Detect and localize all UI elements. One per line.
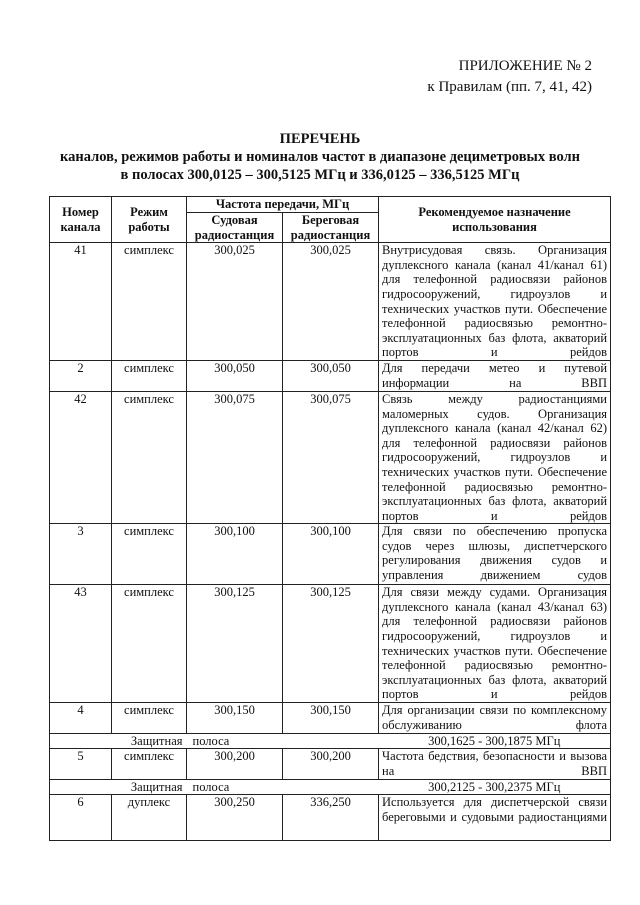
mode: симплекс <box>112 585 187 703</box>
table-row <box>50 243 611 361</box>
appendix-reference <box>427 56 592 98</box>
document-heading <box>0 130 640 184</box>
ship-frequency: 300,025 <box>187 243 283 361</box>
channel-number: 2 <box>50 360 112 391</box>
purpose: Связь между радиостанциями маломерных судов. Организация дуплексного канала (канал 42/канал 62) для телефонной радиосвязи районов гидросооружений, гидроузлов и технических участков пути. Обеспечение телефонной радиосвязью ремонтно-эксплуатационных баз флота, акваторий портов и рейдов <box>379 391 611 523</box>
purpose: Для организации связи по комплексному обслуживанию флота <box>379 703 611 734</box>
table-row <box>50 524 611 585</box>
header-purpose: Рекомендуемое назначение использования <box>379 197 611 243</box>
channel-number: 41 <box>50 243 112 361</box>
guard-band-range: 300,1625 - 300,1875 МГц <box>379 734 611 749</box>
channel-number: 6 <box>50 795 112 841</box>
mode: симплекс <box>112 243 187 361</box>
ship-frequency: 300,075 <box>187 391 283 523</box>
mode: симплекс <box>112 703 187 734</box>
channel-number: 42 <box>50 391 112 523</box>
table-row <box>50 585 611 703</box>
mode: симплекс <box>112 391 187 523</box>
shore-frequency: 300,050 <box>283 360 379 391</box>
header-frequency: Частота передачи, МГц <box>187 197 379 213</box>
channel-table <box>49 196 611 841</box>
shore-frequency: 300,100 <box>283 524 379 585</box>
mode: симплекс <box>112 360 187 391</box>
ship-frequency: 300,250 <box>187 795 283 841</box>
purpose: Для передачи метео и путевой информации на ВВП <box>379 360 611 391</box>
guard-band-label: Защитная <box>50 734 187 749</box>
ship-frequency: 300,050 <box>187 360 283 391</box>
purpose: Используется для диспетчерской связи береговыми и судовыми радиостанциями <box>379 795 611 841</box>
ship-frequency: 300,100 <box>187 524 283 585</box>
channel-number: 3 <box>50 524 112 585</box>
shore-frequency: 300,025 <box>283 243 379 361</box>
guard-band-label: Защитная <box>50 780 187 795</box>
purpose: Для связи между судами. Организация дуплексного канала (канал 43/канал 63) для телефонной радиосвязи районов гидросооружений, гидроузлов и технических участков пути. Обеспечение телефонной радиосвязью ремонтно-эксплуатационных баз флота, акваторий портов и рейдов <box>379 585 611 703</box>
mode: дуплекс <box>112 795 187 841</box>
mode: симплекс <box>112 524 187 585</box>
purpose: Частота бедствия, безопасности и вызова на ВВП <box>379 749 611 780</box>
heading-subtitle: каналов, режимов работы и номиналов частот в диапазоне дециметровых волн <box>59 149 581 165</box>
appendix-rules-ref: к Правилам (пп. 7, 41, 42) <box>427 79 592 95</box>
heading-bands: в полосах 300,0125 – 300,5125 МГц и 336,0125 – 336,5125 МГц <box>120 167 520 183</box>
ship-frequency: 300,200 <box>187 749 283 780</box>
table-row <box>50 795 611 841</box>
purpose: Внутрисудовая связь. Организация дуплексного канала (канал 41/канал 61) для телефонной радиосвязи районов гидросооружений, гидроузлов и технических участков пути. Обеспечение телефонной радиосвязью ремонтно-эксплуатационных баз флота, акваторий портов и рейдов <box>379 243 611 361</box>
header-shore-station: Береговая радиостанция <box>283 213 379 243</box>
header-channel: Номер канала <box>50 197 112 243</box>
shore-frequency: 300,075 <box>283 391 379 523</box>
header-ship-station: Судовая радиостанция <box>187 213 283 243</box>
shore-frequency: 300,150 <box>283 703 379 734</box>
guard-band-label: полоса <box>187 734 379 749</box>
guard-band-range: 300,2125 - 300,2375 МГц <box>379 780 611 795</box>
mode: симплекс <box>112 749 187 780</box>
appendix-number: ПРИЛОЖЕНИЕ № 2 <box>458 58 592 74</box>
channel-number: 5 <box>50 749 112 780</box>
guard-band-row <box>50 780 611 795</box>
channel-number: 43 <box>50 585 112 703</box>
shore-frequency: 300,125 <box>283 585 379 703</box>
table-row <box>50 360 611 391</box>
channel-number: 4 <box>50 703 112 734</box>
guard-band-label: полоса <box>187 780 379 795</box>
shore-frequency: 300,200 <box>283 749 379 780</box>
ship-frequency: 300,150 <box>187 703 283 734</box>
header-mode: Режим работы <box>112 197 187 243</box>
table-row <box>50 391 611 523</box>
table-row <box>50 749 611 780</box>
table-row <box>50 703 611 734</box>
shore-frequency: 336,250 <box>283 795 379 841</box>
purpose: Для связи по обеспечению пропуска судов через шлюзы, диспетчерского регулирования движения судов и управления движением судов <box>379 524 611 585</box>
heading-title: ПЕРЕЧЕНЬ <box>279 131 361 147</box>
guard-band-row <box>50 734 611 749</box>
ship-frequency: 300,125 <box>187 585 283 703</box>
